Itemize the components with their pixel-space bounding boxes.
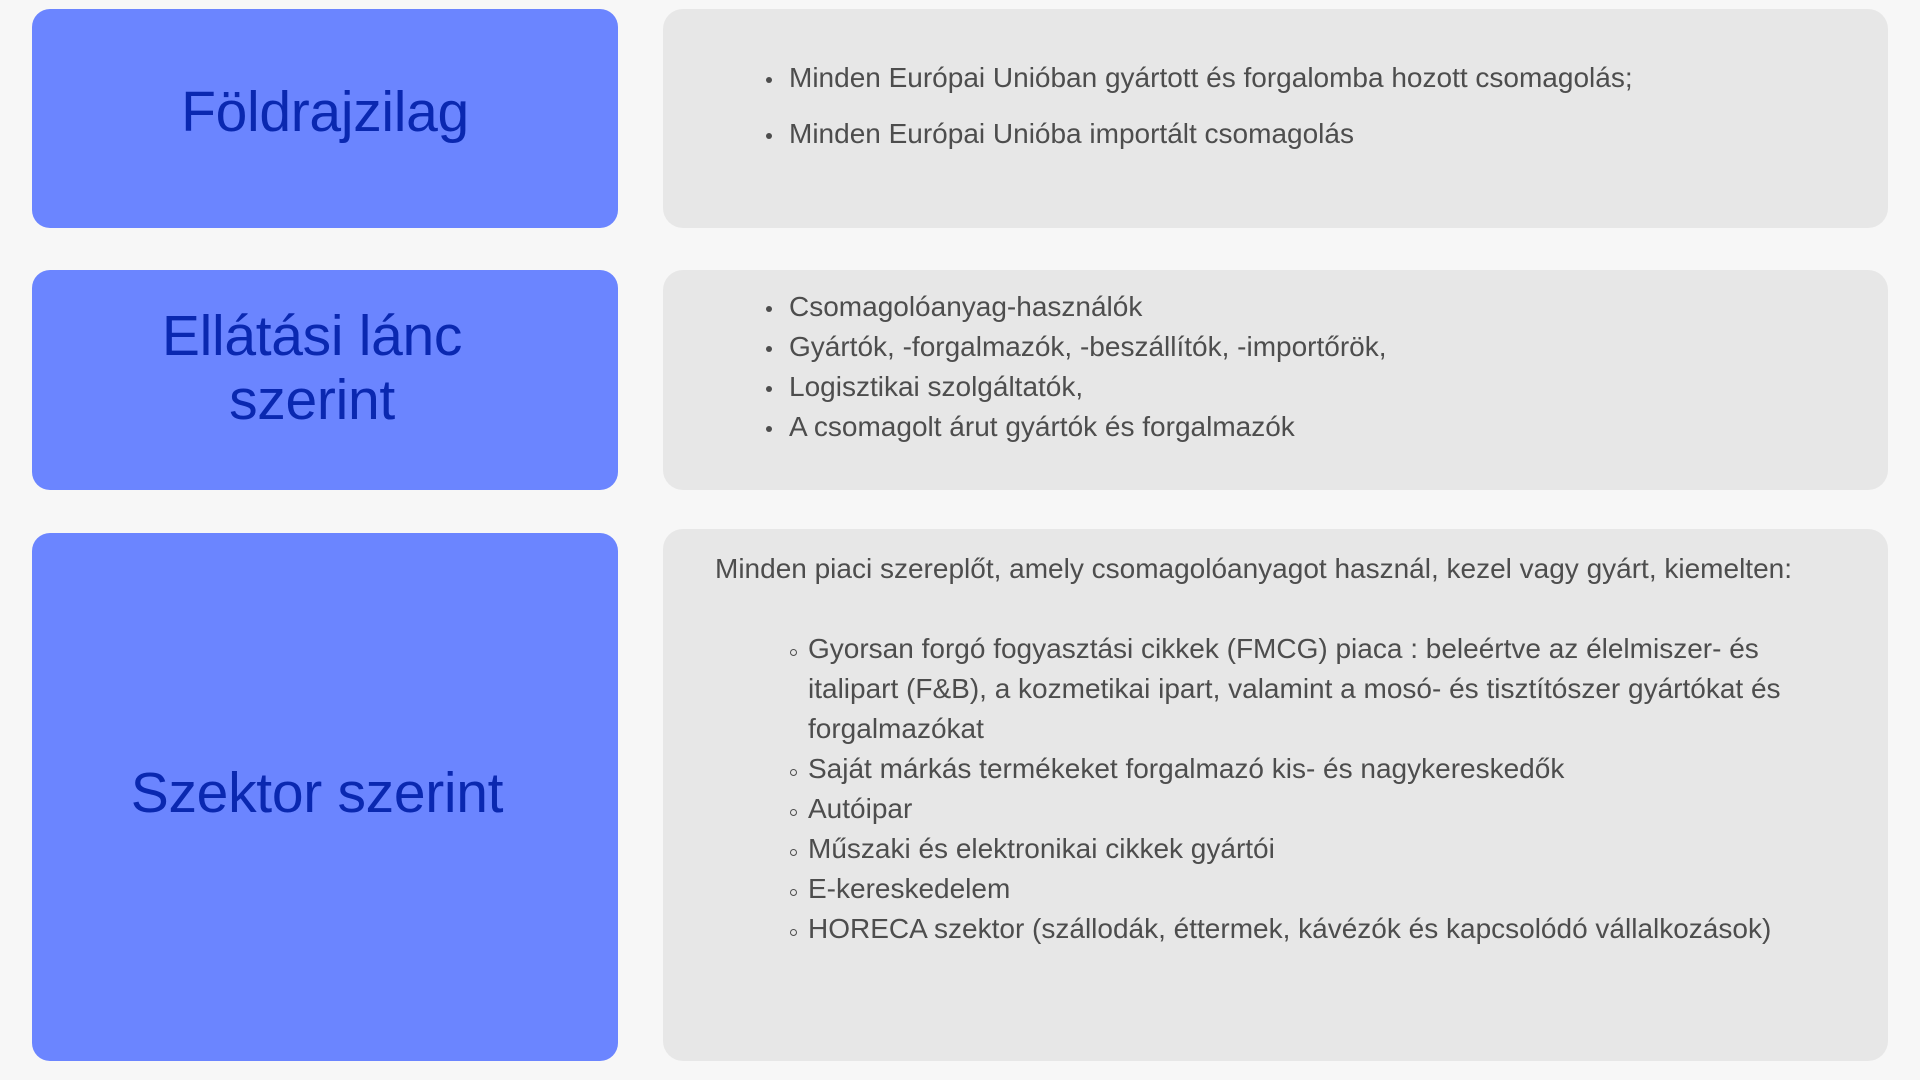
list-item: E-kereskedelem bbox=[790, 869, 1840, 909]
label-supply-chain-line1: Ellátási lánc bbox=[161, 304, 463, 368]
list-item: Műszaki és elektronikai cikkek gyártói bbox=[790, 829, 1840, 869]
list-item: Saját márkás termékeket forgalmazó kis- és nagykereskedők bbox=[790, 749, 1840, 789]
label-box-sector bbox=[32, 533, 618, 1061]
content-box-supply-chain bbox=[663, 270, 1888, 490]
sector-intro-text: Minden piaci szereplőt, amely csomagolóanyagot használ, kezel vagy gyárt, kiemelten: bbox=[715, 553, 1793, 584]
list-item: HORECA szektor (szállodák, éttermek, kávézók és kapcsolódó vállalkozások) bbox=[790, 909, 1840, 949]
list-item: Csomagolóanyag-használók bbox=[763, 287, 1387, 327]
sector-list bbox=[790, 629, 1840, 949]
content-box-sector bbox=[663, 529, 1888, 1061]
content-box-geographic bbox=[663, 9, 1888, 228]
label-supply-chain bbox=[162, 304, 462, 432]
label-geographic: Földrajzilag bbox=[181, 79, 469, 144]
label-box-geographic bbox=[32, 9, 618, 228]
list-item: Minden Európai Unióba importált csomagolás bbox=[763, 118, 1633, 150]
supply-chain-list bbox=[763, 287, 1387, 447]
geographic-list bbox=[763, 62, 1633, 174]
label-box-supply-chain bbox=[32, 270, 618, 490]
label-sector: Szektor szerint bbox=[130, 761, 504, 825]
list-item: Gyártók, -forgalmazók, -beszállítók, -importőrök, bbox=[763, 327, 1387, 367]
list-item: A csomagolt árut gyártók és forgalmazók bbox=[763, 407, 1387, 447]
label-supply-chain-line2: szerint bbox=[229, 368, 395, 432]
list-item: Minden Európai Unióban gyártott és forgalomba hozott csomagolás; bbox=[763, 62, 1633, 94]
list-item: Logisztikai szolgáltatók, bbox=[763, 367, 1387, 407]
list-item: Gyorsan forgó fogyasztási cikkek (FMCG) piaca : beleértve az élelmiszer- és italipart (F&B), a kozmetikai ipart, valamint a mosó- és tisztítószer gyártókat és forgalmazókat bbox=[790, 629, 1840, 749]
list-item: Autóipar bbox=[790, 789, 1840, 829]
